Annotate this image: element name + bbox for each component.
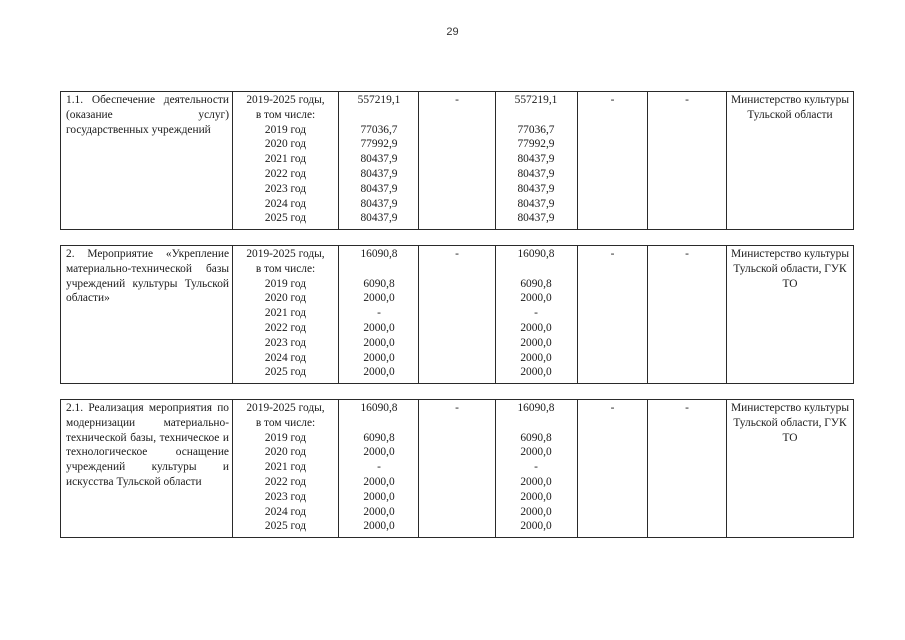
federal-cell <box>419 92 496 230</box>
total-line: 2000,0 <box>363 520 395 533</box>
period-line: 2025 год <box>264 366 307 379</box>
total-line: 80437,9 <box>360 182 398 195</box>
federal-value: - <box>455 248 459 260</box>
federal-cell <box>419 246 496 384</box>
number-column <box>351 93 407 226</box>
period-line: 2022 год <box>264 475 307 488</box>
executor-name: Министерство культуры Тульской области <box>731 94 849 121</box>
row-separator <box>61 384 854 400</box>
table-row <box>61 400 854 538</box>
total-cell <box>339 246 419 384</box>
row-separator-cell <box>61 384 854 400</box>
total-line: 2000,0 <box>363 366 395 379</box>
total-line: 2000,0 <box>363 292 395 305</box>
regional-line: 16090,8 <box>517 402 555 414</box>
period-line: 2021 год <box>264 307 307 320</box>
municipal-value: - <box>610 402 615 414</box>
activity-name: 2. Мероприятие «Укрепление материально-технической базы учреждений культуры Тульской области» <box>66 248 229 305</box>
extrabudget-value: - <box>685 94 689 106</box>
total-line: 80437,9 <box>360 197 398 210</box>
period-line: 2021 год <box>264 461 307 474</box>
municipal-value: - <box>610 248 615 260</box>
regional-line: 2000,0 <box>520 475 552 488</box>
table-body <box>61 92 854 538</box>
activity-name-cell <box>61 92 233 230</box>
period-line: 2020 год <box>264 138 307 151</box>
total-cell <box>339 92 419 230</box>
row-separator-cell <box>61 230 854 246</box>
total-line: 2000,0 <box>363 475 395 488</box>
regional-line: 77036,7 <box>517 123 555 136</box>
number-column <box>508 93 564 226</box>
regional-line: 2000,0 <box>520 336 552 349</box>
number-column <box>508 401 564 534</box>
period-line: 2024 год <box>264 197 307 210</box>
number-column <box>351 401 407 534</box>
regional-line: - <box>534 461 538 474</box>
regional-line: 2000,0 <box>520 366 552 379</box>
period-line: 2019-2025 годы, <box>246 248 325 260</box>
total-line: 2000,0 <box>363 321 395 334</box>
executor-cell <box>727 400 854 538</box>
activity-name-cell <box>61 400 233 538</box>
regional-line: 2000,0 <box>520 446 552 459</box>
total-line <box>351 108 407 123</box>
period-line: в том числе: <box>255 108 316 121</box>
extrabudget-cell <box>648 92 727 230</box>
total-cell <box>339 400 419 538</box>
period-cell <box>233 92 339 230</box>
period-line: 2019-2025 годы, <box>246 402 325 414</box>
period-line: 2020 год <box>264 446 307 459</box>
regional-line: 2000,0 <box>520 505 552 518</box>
period-line: 2019 год <box>264 431 307 444</box>
period-cell <box>233 400 339 538</box>
period-line: в том числе: <box>255 262 316 275</box>
regional-line: 2000,0 <box>520 292 552 305</box>
regional-line: 80437,9 <box>517 197 555 210</box>
regional-line: - <box>534 307 538 320</box>
total-line: 16090,8 <box>360 248 398 260</box>
total-line: - <box>377 461 381 474</box>
total-line <box>351 416 407 431</box>
regional-line <box>508 416 564 431</box>
regional-line: 2000,0 <box>520 321 552 334</box>
period-line: в том числе: <box>255 416 316 429</box>
period-line: 2025 год <box>264 520 307 533</box>
period-line: 2019 год <box>264 277 307 290</box>
total-line: 80437,9 <box>360 212 398 225</box>
period-line: 2019-2025 годы, <box>246 94 325 106</box>
activity-name: 2.1. Реализация мероприятия по модернизации материально-технической базы, техническое и технологическое оснащение учреждений культуры и искусства Тульской области <box>66 402 229 488</box>
period-line: 2019 год <box>264 123 307 136</box>
municipal-value: - <box>610 94 615 106</box>
federal-value: - <box>455 94 459 106</box>
total-line: 2000,0 <box>363 505 395 518</box>
table-row <box>61 246 854 384</box>
extrabudget-cell <box>648 400 727 538</box>
period-line: 2025 год <box>264 212 307 225</box>
regional-cell <box>496 92 578 230</box>
period-cell <box>233 246 339 384</box>
regional-line: 80437,9 <box>517 153 555 166</box>
table-row <box>61 92 854 230</box>
executor-cell <box>727 246 854 384</box>
regional-cell <box>496 246 578 384</box>
total-line: - <box>377 307 381 320</box>
regional-line: 6090,8 <box>520 277 552 290</box>
budget-table <box>60 91 854 538</box>
total-line: 77036,7 <box>360 123 398 136</box>
period-line: 2024 год <box>264 351 307 364</box>
municipal-cell <box>578 92 648 230</box>
total-line: 2000,0 <box>363 336 395 349</box>
period-line: 2022 год <box>264 321 307 334</box>
total-line: 80437,9 <box>360 153 398 166</box>
total-line: 6090,8 <box>363 277 395 290</box>
regional-line: 6090,8 <box>520 431 552 444</box>
total-line: 16090,8 <box>360 402 398 414</box>
period-line: 2023 год <box>264 336 307 349</box>
total-line: 557219,1 <box>357 94 401 106</box>
period-line: 2022 год <box>264 167 307 180</box>
regional-line: 2000,0 <box>520 520 552 533</box>
regional-line: 77992,9 <box>517 138 555 151</box>
total-line: 77992,9 <box>360 138 398 151</box>
total-line: 2000,0 <box>363 351 395 364</box>
period-line: 2023 год <box>264 490 307 503</box>
period-line: 2023 год <box>264 182 307 195</box>
executor-name: Министерство культуры Тульской области, ГУК ТО <box>731 248 849 290</box>
regional-cell <box>496 400 578 538</box>
regional-line: 16090,8 <box>517 248 555 260</box>
regional-line: 557219,1 <box>514 94 558 106</box>
row-separator <box>61 230 854 246</box>
extrabudget-value: - <box>685 248 689 260</box>
regional-line: 80437,9 <box>517 212 555 225</box>
period-line: 2024 год <box>264 505 307 518</box>
regional-line <box>508 262 564 277</box>
municipal-cell <box>578 246 648 384</box>
executor-cell <box>727 92 854 230</box>
extrabudget-value: - <box>685 402 689 414</box>
period-line: 2021 год <box>264 153 307 166</box>
total-line: 80437,9 <box>360 167 398 180</box>
executor-name: Министерство культуры Тульской области, ГУК ТО <box>731 402 849 444</box>
total-line: 2000,0 <box>363 490 395 503</box>
federal-value: - <box>455 402 459 414</box>
regional-line <box>508 108 564 123</box>
extrabudget-cell <box>648 246 727 384</box>
total-line: 2000,0 <box>363 446 395 459</box>
total-line <box>351 262 407 277</box>
federal-cell <box>419 400 496 538</box>
number-column <box>351 247 407 380</box>
number-column <box>508 247 564 380</box>
regional-line: 80437,9 <box>517 167 555 180</box>
regional-line: 2000,0 <box>520 351 552 364</box>
page-number: 29 <box>446 26 459 38</box>
period-line: 2020 год <box>264 292 307 305</box>
regional-line: 2000,0 <box>520 490 552 503</box>
activity-name-cell <box>61 246 233 384</box>
total-line: 6090,8 <box>363 431 395 444</box>
regional-line: 80437,9 <box>517 182 555 195</box>
activity-name: 1.1. Обеспечение деятельности (оказание услуг) государственных учреждений <box>66 94 229 136</box>
municipal-cell <box>578 400 648 538</box>
